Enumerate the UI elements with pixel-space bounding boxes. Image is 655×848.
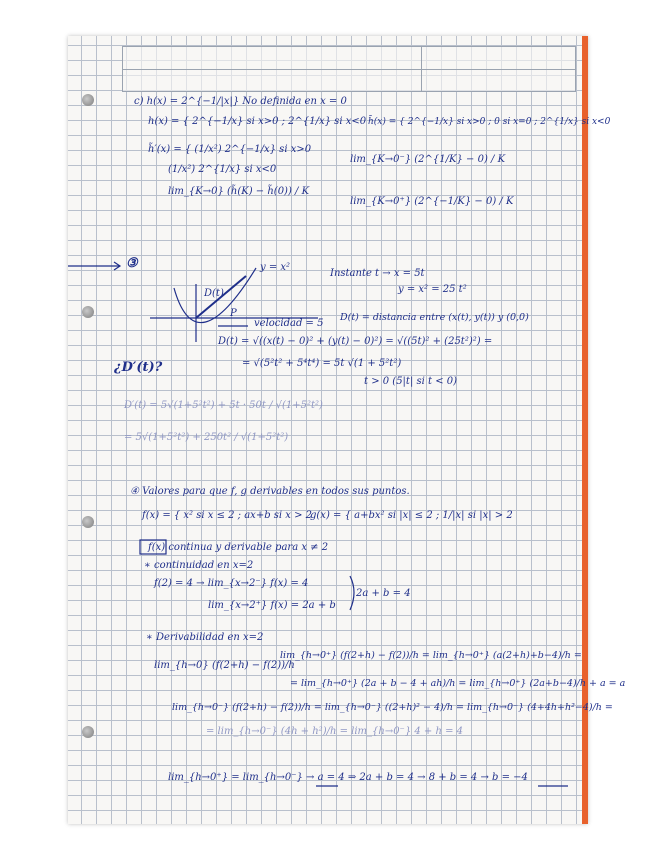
parabola xyxy=(174,268,256,323)
left-derivative-2: = lim_{h→0⁻} (4h + h²)/h = lim_{h→0⁻} 4 + h = 4 xyxy=(206,726,464,737)
condition-1: 2a + b = 4 xyxy=(356,588,411,599)
f2-limit: f(2) = 4 → lim_{x→2⁻} f(x) = 4 xyxy=(154,578,309,589)
fx-box xyxy=(140,540,166,554)
curve-label: y = x² xyxy=(260,262,291,273)
t-note: t > 0 (5|t| si t < 0) xyxy=(364,376,458,387)
derivative-eq-2: = 5√(1+5²t²) + 250t² / √(1+5²t²) xyxy=(124,432,289,443)
derivability-heading: ∗ Derivabilidad en x=2 xyxy=(146,632,264,643)
part-c-line-2: h(x) = { 2^{−1/x} si x>0 ; 2^{1/x} si x<0 xyxy=(148,116,367,127)
velocity-text: velocidad = 5 xyxy=(254,318,324,329)
part-c-line-5: (1/x²) 2^{1/x} si x<0 xyxy=(168,164,277,175)
part-c-line-3: h̃(x) = { 2^{−1/x} si x>0 ; 0 si x=0 ; 2^{1/x} si x<0 xyxy=(368,117,611,127)
distance-vector xyxy=(196,276,246,318)
left-derivative-main: lim_{h→0} (f(2+h) − f(2))/h xyxy=(154,660,295,671)
problem-3-marker: ③ xyxy=(126,256,138,271)
part-c-line-6: lim_{K→0} (h̃(K) − h̃(0)) / K xyxy=(168,186,310,197)
g-definition: g(x) = { a+bx² si |x| ≤ 2 ; 1/|x| si |x| > 2 xyxy=(310,510,513,521)
d-label: D(t) xyxy=(204,288,224,299)
distance-text: D(t) = distancia entre (x(t), y(t)) y (0,0) xyxy=(340,312,529,323)
part-c-line-1: c) h(x) = 2^{−1/|x|} No definida en x = 0 xyxy=(134,96,347,107)
distance-eq-2: = √(5²t² + 5⁴t⁴) = 5t √(1 + 5²t²) xyxy=(242,358,402,369)
right-derivative-2: = lim_{h→0⁺} (2a + b − 4 + ah)/h = lim_{h→0⁺} (2a+b−4)/h + a = a xyxy=(290,678,626,689)
question-text: ¿D′(t)? xyxy=(114,360,163,375)
part-c-line-7: lim_{K→0⁻} (2^{1/K} − 0) / K xyxy=(350,154,506,165)
part-c-line-8: lim_{K→0⁺} (2^{−1/K} − 0) / K xyxy=(350,196,514,207)
p-label: P xyxy=(230,308,237,319)
left-derivative-1: lim_{h→0⁻} (f(2+h) − f(2))/h = lim_{h→0⁻} ((2+h)² − 4)/h = lim_{h→0⁻} (4+4h+h²−4)/h = xyxy=(172,702,613,713)
continuity-heading: ∗ continuidad en x=2 xyxy=(144,560,254,571)
drawings xyxy=(68,36,588,824)
derivative-eq-1: D′(t) = 5√(1+5²t²) + 5t · 50t / √(1+5²t²) xyxy=(124,400,323,411)
right-derivative-1: lim_{h→0⁺} (f(2+h) − f(2))/h = lim_{h→0⁺} (a(2+h)+b−4)/h = xyxy=(280,650,582,661)
y-equation: y = x² = 25 t² xyxy=(398,284,467,295)
instant-text: Instante t → x = 5t xyxy=(330,268,425,279)
notebook-page xyxy=(68,36,626,824)
distance-eq-1: D(t) = √((x(t) − 0)² + (y(t) − 0)²) = √((5t)² + (25t²)²) = xyxy=(218,336,493,347)
f-definition: f(x) = { x² si x ≤ 2 ; ax+b si x > 2 xyxy=(142,510,313,521)
right-limit: lim_{x→2⁺} f(x) = 2a + b xyxy=(208,600,336,611)
part-c-line-4: h̃′(x) = { (1/x²) 2^{−1/x} si x>0 xyxy=(148,144,312,155)
problem-4-title: ④ Valores para que f, g derivables en todos sus puntos. xyxy=(130,486,410,497)
fx-note: f(x) continua y derivable para x ≠ 2 xyxy=(148,542,329,553)
continuity-brace xyxy=(350,576,354,610)
final-result: lim_{h→0⁺} = lim_{h→0⁻} → a = 4 ⇒ 2a + b = 4 → 8 + b = 4 → b = −4 xyxy=(168,772,528,783)
